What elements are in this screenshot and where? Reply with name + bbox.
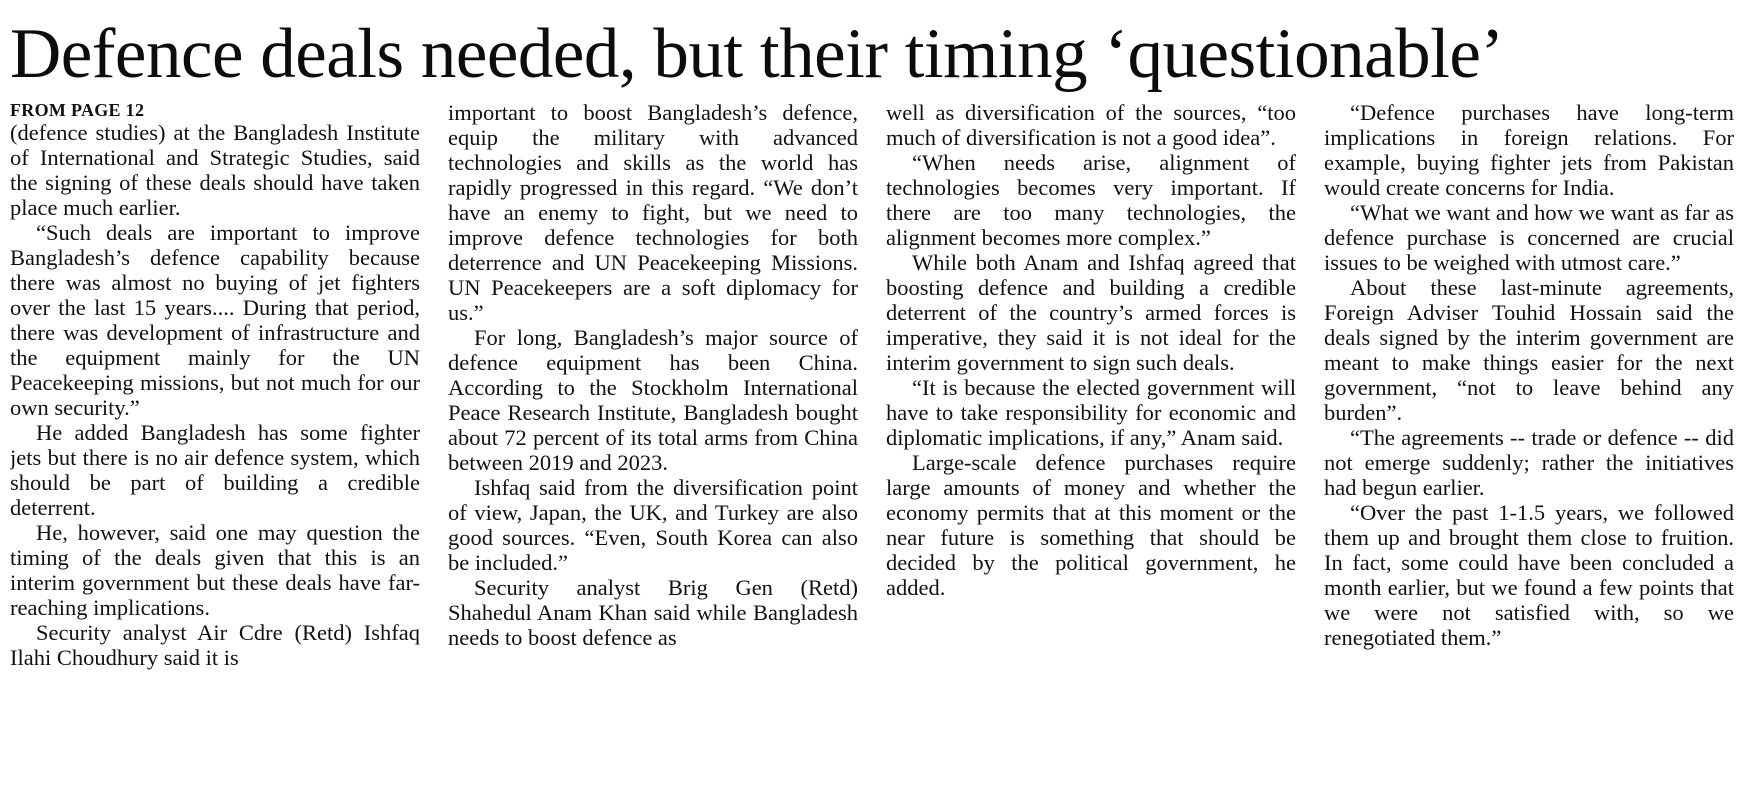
paragraph: “What we want and how we want as far as defence purchase is concerned are crucial issues to be weighed with utmost care.” — [1324, 200, 1734, 275]
paragraph: “Over the past 1-1.5 years, we followed them up and brought them close to fruition. In fact, some could have been concluded a month earlier, but we found a few points that we were not satisfied with, so we renegotiated them.” — [1324, 500, 1734, 650]
paragraph: Large-scale defence purchases require large amounts of money and whether the economy permits that at this moment or the near future is something that should be decided by the political government, he added. — [886, 450, 1296, 600]
paragraph: Ishfaq said from the diversification point of view, Japan, the UK, and Turkey are also good sources. “Even, South Korea can also be included.” — [448, 475, 858, 575]
paragraph: “The agreements -- trade or defence -- did not emerge suddenly; rather the initiatives had begun earlier. — [1324, 425, 1734, 500]
article-column-1 — [10, 100, 420, 800]
paragraph: About these last-minute agreements, Foreign Adviser Touhid Hossain said the deals signed by the interim government are meant to make things easier for the next government, “not to leave behind any burden”. — [1324, 275, 1734, 425]
article-body — [10, 100, 1734, 800]
headline: Defence deals needed, but their timing ‘questionable’ — [10, 15, 1504, 93]
paragraph: “Such deals are important to improve Bangladesh’s defence capability because there was almost no buying of jet fighters over the last 15 years.... During that period, there was development of infrastructure and the equipment mainly for the UN Peacekeeping missions, but not much for our own security.” — [10, 220, 420, 420]
paragraph: He, however, said one may question the timing of the deals given that this is an interim government but these deals have far-reaching implications. — [10, 520, 420, 620]
paragraph: Security analyst Air Cdre (Retd) Ishfaq Ilahi Choudhury said it is — [10, 620, 420, 670]
paragraph: (defence studies) at the Bangladesh Institute of International and Strategic Studies, said the signing of these deals should have taken place much earlier. — [10, 120, 420, 220]
paragraph: “It is because the elected government will have to take responsibility for economic and diplomatic implications, if any,” Anam said. — [886, 375, 1296, 450]
article-column-2 — [448, 100, 858, 800]
paragraph: For long, Bangladesh’s major source of defence equipment has been China. According to the Stockholm International Peace Research Institute, Bangladesh bought about 72 percent of its total arms from China between 2019 and 2023. — [448, 325, 858, 475]
paragraph: “Defence purchases have long-term implications in foreign relations. For example, buying fighter jets from Pakistan would create concerns for India. — [1324, 100, 1734, 200]
paragraph: Security analyst Brig Gen (Retd) Shahedul Anam Khan said while Bangladesh needs to boost defence as — [448, 575, 858, 650]
paragraph: “When needs arise, alignment of technologies becomes very important. If there are too many technologies, the alignment becomes more complex.” — [886, 150, 1296, 250]
paragraph: well as diversification of the sources, “too much of diversification is not a good idea”. — [886, 100, 1296, 150]
paragraph: important to boost Bangladesh’s defence, equip the military with advanced technologies and skills as the world has rapidly progressed in this regard. “We don’t have an enemy to fight, but we need to improve defence technologies for both deterrence and UN Peacekeeping Missions. UN Peacekeepers are a soft diplomacy for us.” — [448, 100, 858, 325]
article-column-4 — [1324, 100, 1734, 800]
paragraph: While both Anam and Ishfaq agreed that boosting defence and building a credible deterrent of the country’s armed forces is imperative, they said it is not ideal for the interim government to sign such deals. — [886, 250, 1296, 375]
jump-line: FROM PAGE 12 — [10, 100, 145, 120]
article-column-3 — [886, 100, 1296, 800]
paragraph: He added Bangladesh has some fighter jets but there is no air defence system, which should be part of building a credible deterrent. — [10, 420, 420, 520]
